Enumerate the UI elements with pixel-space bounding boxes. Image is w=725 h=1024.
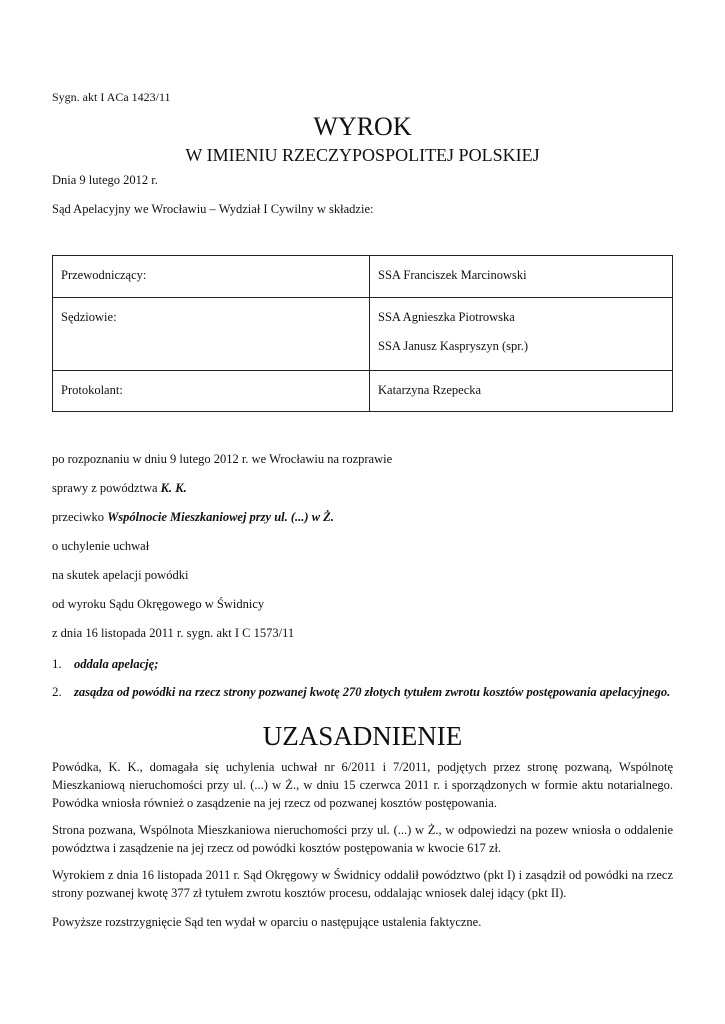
defendant-line: przeciwko Wspólnocie Mieszkaniowej przy ul. (...) w Ż. [52,510,334,524]
plaintiff-line: sprawy z powództwa K. K. [52,481,187,495]
judge-name: SSA Agnieszka Piotrowska [378,310,515,324]
justification-paragraph: Wyrokiem z dnia 16 listopada 2011 r. Sąd Okręgowy w Świdnicy oddalił powództwo (pkt I) i zasądził od powódki na rzecz strony pozwanej kwotę 377 zł tytułem zwrotu kosztów procesu, oddalając wniosek dalej idący (pkt II). [52,868,673,900]
presiding-judge-name: SSA Franciszek Marcinowski [378,268,527,282]
plaintiff-name: K. K. [160,481,187,495]
judges-label: Sędziowie: [61,310,117,324]
justification-paragraph: Powódka, K. K., domagała się uchylenia uchwał nr 6/2011 i 7/2011, podjętych przez stronę pozwaną, Wspólnotę Mieszkaniową nieruchomości przy ul. (...) w Ż., w dniu 15 czerwca 2011 r. i sporządzonych w formie aktu notarialnego. Powódka wniosła również o zasądzenie na jej rzecz od pozwanej kosztów postępowania. [52,760,673,810]
ruling-item-1 [52,656,158,672]
lower-court-line: od wyroku Sądu Okręgowego w Świdnicy [52,597,265,611]
ruling-text: zasądza od powódki na rzecz strony pozwanej kwotę 270 złotych tytułem zwrotu kosztów postępowania apelacyjnego. [74,685,671,699]
defendant-name: Wspólnocie Mieszkaniowej przy ul. (...) w Ż. [107,510,334,524]
table-row [53,298,673,371]
court-composition-table [52,255,673,412]
judgment-title: WYROK [313,112,412,141]
presiding-judge-label: Przewodniczący: [61,268,147,282]
ruling-number: 2. [52,684,62,699]
justification-paragraph: Powyższe rozstrzygnięcie Sąd ten wydał w oparciu o następujące ustalenia faktyczne. [52,915,482,929]
ruling-item-2 [52,683,673,701]
table-row [53,371,673,412]
case-number: Sygn. akt I ACa 1423/11 [52,90,171,104]
justification-heading: UZASADNIENIE [262,721,463,751]
appeal-line: na skutek apelacji powódki [52,568,189,582]
clerk-name: Katarzyna Rzepecka [378,383,482,397]
lower-court-date-line: z dnia 16 listopada 2011 r. sygn. akt I C 1573/11 [52,626,295,640]
judgment-subtitle: W IMIENIU RZECZYPOSPOLITEJ POLSKIEJ [185,145,540,165]
clerk-label: Protokolant: [61,383,123,397]
judgment-date: Dnia 9 lutego 2012 r. [52,173,158,187]
hearing-line: po rozpoznaniu w dniu 9 lutego 2012 r. we Wrocławiu na rozprawie [52,452,393,466]
court-composition-intro: Sąd Apelacyjny we Wrocławiu – Wydział I Cywilny w składzie: [52,202,374,216]
subject-line: o uchylenie uchwał [52,539,150,553]
judge-name: SSA Janusz Kaspryszyn (spr.) [378,339,528,353]
ruling-text: oddala apelację; [74,657,159,671]
table-row [53,256,673,298]
ruling-number: 1. [52,656,62,671]
justification-paragraph: Strona pozwana, Wspólnota Mieszkaniowa nieruchomości przy ul. (...) w Ż., w odpowiedzi na pozew wniosła o oddalenie powództwa i zasądzenie na jej rzecz od powódki kosztów postępowania w kwocie 617 zł. [52,823,673,855]
